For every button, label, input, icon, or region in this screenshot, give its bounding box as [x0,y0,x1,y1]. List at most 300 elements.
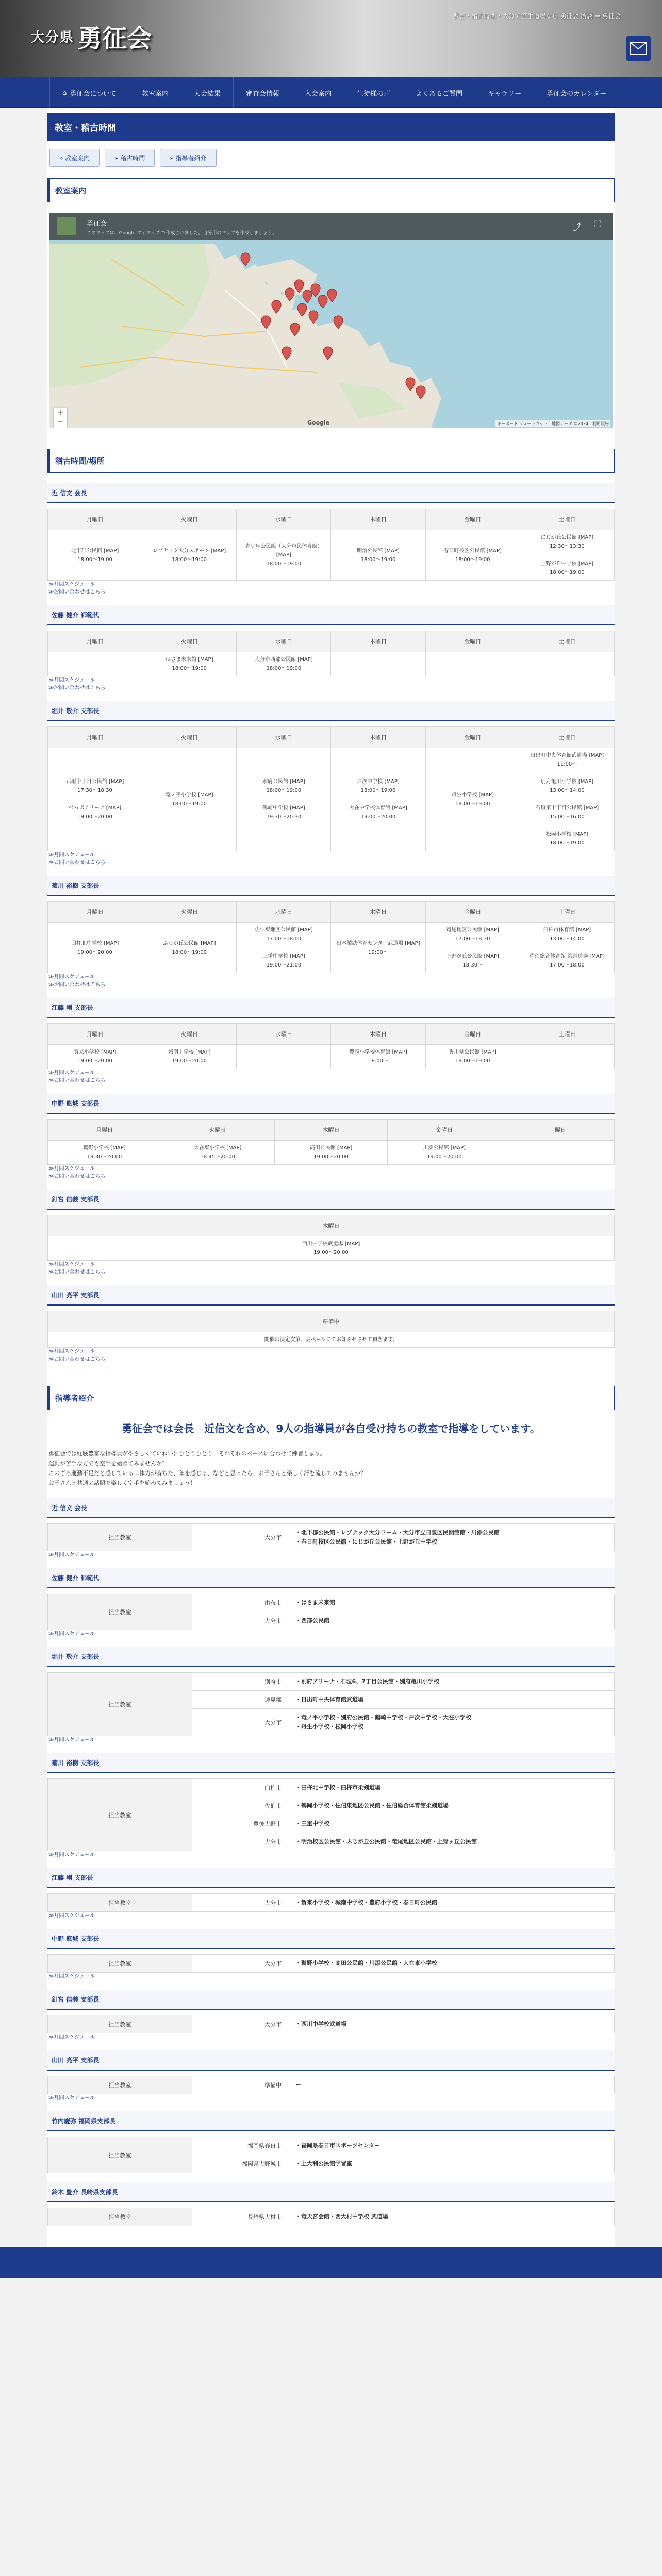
classroom-list-cell: ・上大利公民館学習室 [290,2155,615,2173]
nav-item-label: 教室案内 [142,90,169,98]
classroom-name: 鶴崎中学校 [MAP] [262,805,305,811]
region-cell: 大分市 [192,1612,290,1630]
instructor-table [47,2015,615,2033]
monthly-schedule-link[interactable]: ≫月間スケジュール [48,1913,95,1919]
instructor-row [48,1894,615,1912]
classroom-list-cell: ・三重中学校 [290,1815,615,1833]
chevron-right-icon: » [114,155,121,162]
class-time: 19:00〜20:00 [313,1154,349,1160]
section-title-instructors: 指導者紹介 [47,1386,615,1410]
assigned-class-label: 担当教室 [48,1894,192,1912]
classroom-name: 豊府小学校体育館 [MAP] [349,1049,407,1055]
class-time: 18:00〜19:00 [77,556,112,563]
region-cell: 福岡県春日市 [192,2137,290,2155]
main-content [47,108,615,2247]
day-header: 金曜日 [425,902,520,923]
schedule-cell [425,748,520,851]
schedule-cell [331,652,425,676]
classroom-name: 賀来小学校 [MAP] [73,1049,117,1055]
contact-link[interactable]: ≫お問い合わせはこちら [48,860,106,866]
nav-item-1[interactable] [129,77,181,108]
monthly-schedule-link[interactable]: ≫月間スケジュール [48,974,95,980]
classroom-name: 大在東小学校 [MAP] [193,1145,242,1151]
schedule-cell [331,530,425,581]
mail-icon [630,42,647,55]
schedule-row [48,1236,615,1261]
class-time: 19:30〜20:30 [266,814,302,820]
region-cell: 臼杵市 [192,1779,290,1797]
classroom-list-cell: ・福岡県春日市スポーツセンター [290,2137,615,2155]
classroom-name: 別府亀川小学校 [MAP] [540,779,594,785]
contact-link[interactable]: ≫お問い合わせはこちら [48,1078,106,1083]
instructor-table [47,1893,615,1912]
class-time: 18:00〜19:00 [360,556,396,563]
class-time: 19:00〜 [368,949,388,955]
teacher-heading: 菊川 裕樹 支部長 [47,876,615,896]
schedule-table [47,1311,615,1348]
instructor-heading: 中野 悠城 支部長 [47,1929,615,1949]
schedule-cell [142,923,237,973]
classroom-name: 別府公民館 [MAP] [262,779,305,785]
class-time: 18:00〜19:00 [550,570,585,575]
class-time: 19:00〜21:00 [266,962,302,968]
assigned-class-label: 担当教室 [48,1594,192,1630]
schedule-cell [142,652,237,676]
schedule-cell [425,652,520,676]
instructor-row [48,1524,615,1551]
schedule-row [48,1045,615,1069]
fullscreen-icon[interactable]: ⛶ [594,219,601,230]
day-header: 月曜日 [48,1120,161,1141]
classroom-name: 大分市西部公民館 [MAP] [255,657,313,663]
schedule-cell [48,1332,615,1348]
classroom-name: 丹生小学校 [MAP] [451,792,494,798]
day-header: 木曜日 [331,1024,425,1045]
day-header: 木曜日 [331,631,425,652]
schedule-row [48,923,615,973]
logo-main-text: 勇征会 [77,24,152,53]
nav-item-2[interactable] [181,77,233,108]
teacher-heading: 近 信文 会長 [47,483,615,503]
contact-link[interactable]: ≫お問い合わせはこちら [48,1357,106,1362]
teacher-heading: 佐藤 健介 師範代 [47,605,615,625]
class-time: 18:00〜19:00 [266,561,302,567]
map-attribution[interactable]: キーボード ショートカット 地図データ ©2024 利用規約 [495,420,610,427]
classroom-name: 竜ノ平小学校 [MAP] [165,792,213,798]
day-header: 土曜日 [520,727,614,748]
schedule-head-row [48,1120,615,1141]
day-header: 土曜日 [520,509,614,530]
instructor-heading: 佐藤 健介 師範代 [47,1568,615,1588]
class-time: 18:30〜20:00 [87,1154,122,1160]
nav-item-0[interactable] [49,77,129,108]
region-cell: 由布市 [192,1594,290,1612]
region-cell: 佐伯市 [192,1797,290,1815]
intro-paragraph: お子さんと共通の話題で楽しく空手を始めてみましょう！ [48,1480,196,1486]
schedule-cell [520,652,614,676]
classroom-name: 三重中学校 [MAP] [262,954,305,959]
class-time: 13:00〜14:00 [550,936,585,942]
monthly-schedule-link[interactable]: ≫月間スケジュール [48,1631,95,1637]
instructor-row [48,1779,615,1797]
schedule-table [47,509,615,581]
classroom-list-cell: ・西部公民館 [290,1612,615,1630]
schedule-cell [331,1045,425,1069]
day-header: 火曜日 [142,1024,237,1045]
classroom-list-cell: ・はさま未来館 [290,1594,615,1612]
schedule-table [47,1119,615,1165]
nav-item-label: ギャラリー [488,90,522,98]
classroom-name: 大在中学校体育館 [MAP] [349,805,407,811]
region-cell: 速見郡 [192,1691,290,1709]
schedule-table [47,726,615,851]
classroom-name: 日出町中央体育館武道場 [MAP] [530,753,604,758]
chevron-right-icon: » [170,155,176,162]
teacher-heading: 山田 亮平 支部長 [47,1285,615,1306]
map-name[interactable]: 勇征会 [87,220,107,228]
schedule-head-row [48,1024,615,1045]
logo-small-text: 大分県 [31,29,75,45]
day-header: 火曜日 [142,902,237,923]
instructor-table [47,1672,615,1736]
class-time: 19:00〜20:00 [313,1250,349,1256]
schedule-head-row [48,902,615,923]
map-canvas[interactable] [49,213,613,428]
schedule-cell [237,923,331,973]
classroom-name: 上野が丘中学校 [MAP] [540,561,594,567]
map-subtitle: このマップは、Google マイマップ で作成されました。自分用のマップを作成しましょう。 [87,231,277,236]
teacher-heading: 中野 悠城 支部長 [47,1094,615,1114]
class-time: 18:00〜19:00 [266,788,302,793]
tab-anchor-label: 稽古時間 [120,155,145,162]
classroom-list-cell: ・鶴岡小学校・佐伯東地区公民館・佐伯総合体育館柔剣道場 [290,1797,615,1815]
class-time: 18:30〜 [462,962,483,968]
monthly-schedule-link[interactable]: ≫月間スケジュール [48,582,95,587]
contact-link[interactable]: ≫お問い合わせはこちら [48,1269,106,1275]
map-pin [327,289,337,302]
region-cell: 大分市 [192,1524,290,1551]
day-header: 金曜日 [425,727,520,748]
region-cell: 豊後大野市 [192,1815,290,1833]
monthly-schedule-link[interactable]: ≫月間スケジュール [48,2095,95,2101]
day-header: 土曜日 [520,902,614,923]
classroom-list-cell: ・別府アリーナ・石垣6、7丁目公民館・別府亀川小学校 [290,1673,615,1691]
tab-anchor-1[interactable] [105,149,155,167]
instructor-table [47,1954,615,1973]
schedule-cell [48,923,142,973]
class-time: 17:00〜18:00 [550,962,585,968]
schedule-table [47,1023,615,1069]
monthly-schedule-link[interactable]: ≫月間スケジュール [48,1166,95,1172]
page-title: 教室・稽古時間 [47,113,615,141]
day-header: 金曜日 [425,509,520,530]
assigned-class-label: 担当教室 [48,2208,192,2226]
nav-item-label: 勇征会のカレンダー [547,90,607,98]
classroom-list-cell: ・竜天宮会館・西大村中学校 武道場 [290,2208,615,2226]
classroom-name: 佐伯総合体育館 柔剣道場 [MAP] [529,954,605,959]
assigned-class-label: 担当教室 [48,1955,192,1973]
schedule-head-row [48,727,615,748]
classroom-list-cell: ・臼杵北中学校・臼杵市柔剣道場 [290,1779,615,1797]
classroom-name: にじが丘公民館 [MAP] [540,535,594,540]
day-header: 土曜日 [520,1024,614,1045]
classroom-name: 竜尾地区公民館 [MAP] [446,927,499,933]
classroom-name: 青少年公民館（大分市民体育館）[MAP] [245,544,323,558]
section-title-classrooms: 教室案内 [47,178,615,202]
schedule-cell [237,652,331,676]
class-time: 19:00〜20:00 [426,1154,462,1160]
tab-anchor-0[interactable] [49,149,100,167]
region-cell: 長崎県大村市 [192,2208,290,2226]
assigned-class-label: 担当教室 [48,2015,192,2033]
teacher-heading: 堀井 敬介 支部長 [47,701,615,721]
day-header: 火曜日 [142,509,237,530]
monthly-schedule-link[interactable]: ≫月間スケジュール [48,677,95,683]
nav-item-8[interactable] [534,77,619,108]
schedule-list [47,483,615,1363]
tab-anchor-label: 指導者紹介 [175,155,207,162]
schedule-row [48,1141,615,1165]
instructor-row [48,1955,615,1973]
monthly-schedule-link[interactable]: ≫月間スケジュール [48,1552,95,1558]
class-time: 18:00〜19:00 [455,1058,490,1064]
schedule-cell [237,530,331,581]
teacher-heading: 江藤 剛 支部長 [47,998,615,1018]
schedule-cell [142,530,237,581]
class-time: 18:00〜19:00 [455,556,490,563]
contact-link[interactable]: ≫お問い合わせはこちら [48,589,106,595]
classroom-name: 川添公民館 [MAP] [423,1145,466,1151]
classroom-name: 石垣第十丁目公民館 [MAP] [535,805,599,811]
schedule-head-row [48,509,615,530]
schedule-cell [388,1141,501,1165]
monthly-schedule-link[interactable]: ≫月間スケジュール [48,1852,95,1858]
schedule-cell [48,1141,161,1165]
monthly-schedule-link[interactable]: ≫月間スケジュール [48,1974,95,1979]
assigned-class-label: 担当教室 [48,1524,192,1551]
region-cell: 大分市 [192,1955,290,1973]
instructor-table [47,2076,615,2094]
classroom-list-cell: ・竜ノ平小学校・別府公民館・鶴崎中学校・戸次中学校・大在小学校 ・丹生小学校・松岡小学校 [290,1709,615,1736]
day-header: 水曜日 [237,902,331,923]
day-header: 木曜日 [331,902,425,923]
day-header: 月曜日 [48,631,142,652]
nav-item-label: 大会結果 [194,90,221,98]
classroom-list-cell: ・明治校区公民館・ふじが丘公民館・竜尾地区公民館・上野ヶ丘公民館 [290,1833,615,1851]
class-time: 17:30〜18:30 [77,788,112,793]
nav-item-3[interactable] [233,77,292,108]
map-thumbnail [57,217,76,235]
schedule-cell [331,748,425,851]
region-cell: 大分市 [192,1894,290,1912]
day-header: 木曜日 [48,1215,615,1236]
nav-item-5[interactable] [344,77,403,108]
classroom-list-cell: ・西川中学校武道場 [290,2015,615,2033]
classroom-name: ふじが丘公民館 [MAP] [162,940,216,946]
classroom-name: 臼杵市体育館 [MAP] [543,927,591,933]
schedule-row [48,652,615,676]
classroom-name: 春日町校区公民館 [MAP] [443,548,502,554]
instructor-row [48,2076,615,2094]
classroom-name: はさま未来館 [MAP] [165,657,213,663]
class-time: 開催の決定次第、会ページにてお知らせさせて頂きます。 [264,1337,398,1343]
class-time: 18:00〜19:00 [360,788,396,793]
monthly-schedule-link[interactable]: ≫月間スケジュール [48,1349,95,1354]
classroom-name: 北下郡公民館 [MAP] [71,548,119,554]
schedule-cell [331,923,425,973]
classroom-name: 臼杵北中学校 [MAP] [71,940,119,946]
schedule-head-row [48,631,615,652]
day-header: 月曜日 [48,509,142,530]
schedule-row [48,1332,615,1348]
nav-item-7[interactable] [475,77,534,108]
classroom-name: 高田公民館 [MAP] [309,1145,353,1151]
share-icon[interactable]: ⤴ [572,222,582,233]
class-time: 19:00〜20:00 [172,1058,207,1064]
instructor-row [48,2015,615,2033]
instructor-heading: 釘宮 信義 支部長 [47,1990,615,2010]
classroom-name: 松岡小学校 [MAP] [545,832,589,837]
classroom-name: 上野が丘公民館 [MAP] [446,954,499,959]
schedule-head-row [48,1311,615,1332]
classroom-name: 城南中学校 [MAP] [168,1049,211,1055]
class-time: 18:00〜19:00 [550,840,585,846]
map-pin [303,290,312,303]
region-cell: 別府市 [192,1673,290,1691]
monthly-schedule-link[interactable]: ≫月間スケジュール [48,2035,95,2040]
zoom-control[interactable] [54,408,67,428]
nav-item-label: 生徒様の声 [357,90,391,98]
intro-paragraph: このごろ運動不足だと感じている…体力が落ちた、年を感じる、などと思ったら、お子さんと楽しく汗を流してみませんか？ [48,1470,366,1477]
nav-item-6[interactable] [403,77,475,108]
day-header: 月曜日 [48,1024,142,1045]
instructors-intro [48,1449,615,1488]
class-time: 19:00〜20:00 [360,814,396,820]
region-cell: 準備中 [192,2076,290,2094]
home-icon: ⌂ [62,89,67,97]
instructor-table [47,1594,615,1630]
schedule-cell [142,1045,237,1069]
classroom-list-cell: ・日出町中央体育館武道場 [290,1691,615,1709]
instructor-table [47,2137,615,2173]
tab-anchor-label: 教室案内 [65,155,90,162]
instructors-headline: 勇征会では会長 近信文を含め、9人の指導員が各自受け持ちの教室で指導をしています。 [122,1422,540,1435]
nav-item-4[interactable] [292,77,344,108]
classroom-list-cell: ・北下郡公民館・レゾナック大分ドーム・大分市立日豊区民開館館・川添公民館 ・春日町校区公民館・にじが丘公民館・上野が丘中学校 [290,1524,615,1551]
classroom-name: 鷲野小学校 [MAP] [83,1145,126,1151]
classroom-name: 西川中学校武道場 [MAP] [302,1241,360,1247]
google-my-map[interactable] [49,213,613,428]
classroom-name: 香川県公民館 [MAP] [449,1049,496,1055]
region-cell: 大分市 [192,1709,290,1736]
day-header: 火曜日 [142,631,237,652]
class-time: 15:00〜16:00 [550,814,585,820]
class-time: 19:00〜20:00 [77,949,112,955]
day-header: 水曜日 [237,509,331,530]
class-time: 18:00〜 [368,1058,388,1064]
instructor-row [48,2137,615,2155]
classroom-name: 佐伯東地区公民館 [MAP] [255,927,313,933]
tab-anchor-2[interactable] [160,149,216,167]
teacher-heading: 釘宮 信義 支部長 [47,1190,615,1210]
contact-link[interactable]: ≫お問い合わせはこちら [48,1174,106,1179]
classroom-name: 日本製鉄体育センター武道場 [MAP] [336,940,420,946]
monthly-schedule-link[interactable]: ≫月間スケジュール [48,852,95,858]
nav-item-label: 入会案内 [305,90,332,98]
site-logo[interactable] [31,15,165,57]
monthly-schedule-link[interactable]: ≫月間スケジュール [48,1262,95,1267]
zoom-out-icon[interactable]: − [57,416,64,426]
class-time: 18:00〜19:00 [172,801,207,807]
schedule-cell [425,1045,520,1069]
class-time: 18:00〜19:00 [266,666,302,671]
day-header: 土曜日 [520,631,614,652]
assigned-class-label: 担当教室 [48,1673,192,1736]
map-pin [241,253,250,266]
site-footer [0,2247,662,2278]
map-pin [318,295,327,308]
classroom-name: レゾナック大分スポーツ [MAP] [153,548,226,554]
day-header: 木曜日 [274,1120,388,1141]
schedule-cell [237,1045,331,1069]
day-header: 水曜日 [237,1024,331,1045]
schedule-cell [520,1045,614,1069]
mail-button[interactable] [626,36,651,61]
day-header: 金曜日 [388,1120,501,1141]
zoom-in-icon[interactable]: + [57,407,64,417]
monthly-schedule-link[interactable]: ≫月間スケジュール [48,1070,95,1076]
contact-link[interactable]: ≫お問い合わせはこちら [48,685,106,691]
classroom-name: べっぷアリーナ [MAP] [69,805,122,811]
day-header: 準備中 [48,1311,615,1332]
instructor-row [48,2208,615,2226]
class-time: 18:00〜19:00 [172,949,207,955]
class-time: 18:45〜20:00 [200,1154,236,1160]
class-time: 18:00〜19:00 [172,556,207,563]
contact-link[interactable]: ≫お問い合わせはこちら [48,982,106,988]
nav-item-label: 審査会情報 [246,90,280,98]
monthly-schedule-link[interactable]: ≫月間スケジュール [48,1737,95,1743]
schedule-cell [48,652,142,676]
intro-paragraph: 勇征会では経験豊富な指導員がやさしくていねいにひとりひとり、それぞれのペースに合わせて練習します。 [48,1450,326,1457]
page-anchor-tabs [47,149,615,167]
day-header: 水曜日 [237,631,331,652]
instructor-row [48,1594,615,1612]
class-time: 11:00〜 [557,761,577,767]
schedule-table [47,1215,615,1261]
day-header: 金曜日 [425,1024,520,1045]
class-time: 19:00〜20:00 [77,1058,112,1064]
schedule-cell [425,923,520,973]
class-time: 17:00〜18:30 [455,936,490,942]
nav-item-label: 勇征会について [70,90,117,98]
classroom-list-cell: ・賀来小学校・城南中学校・豊府小学校・春日町公民館 [290,1894,615,1912]
global-nav [0,77,662,108]
assigned-class-label: 担当教室 [48,2137,192,2173]
day-header: 月曜日 [48,727,142,748]
instructor-heading: 堀井 敬介 支部長 [47,1647,615,1667]
day-header: 土曜日 [501,1120,615,1141]
schedule-row [48,530,615,581]
section-title-schedule: 稽古時間/場所 [47,449,615,473]
assigned-class-label: 担当教室 [48,2076,192,2094]
class-time: 18:00〜19:00 [172,666,207,671]
instructor-list [47,1498,615,2226]
class-time: 17:00〜18:00 [266,936,302,942]
schedule-cell [520,748,614,851]
schedule-cell [520,530,614,581]
schedule-cell [501,1141,615,1165]
